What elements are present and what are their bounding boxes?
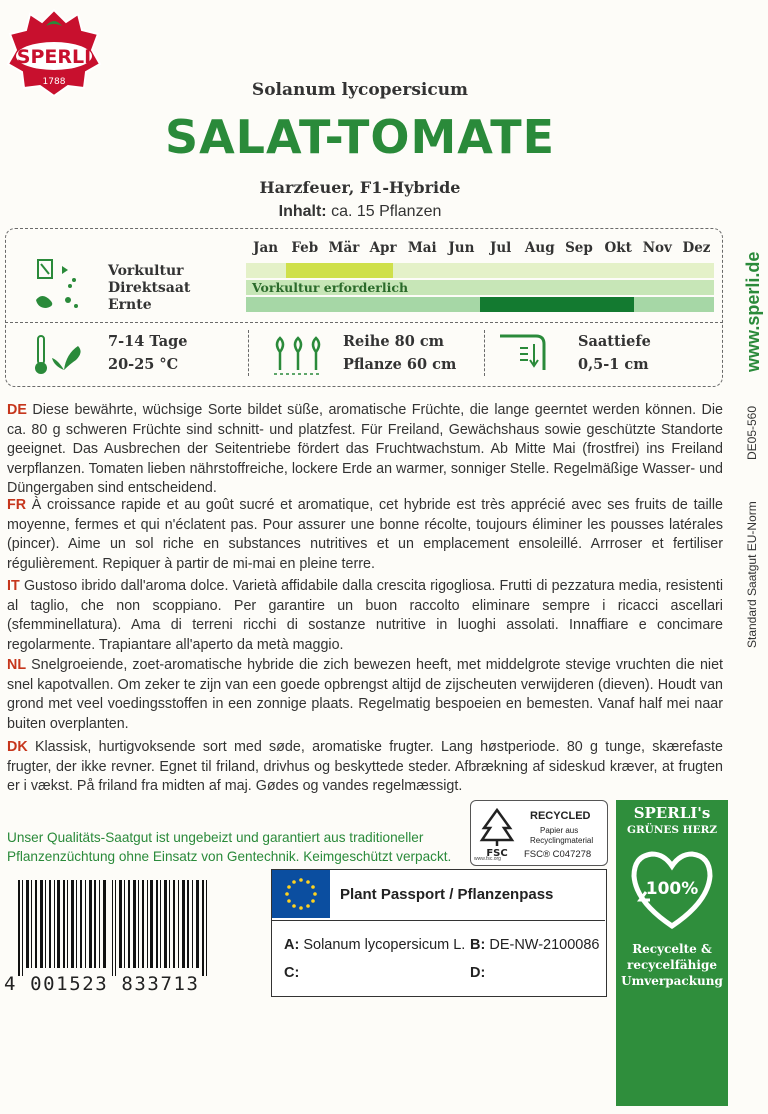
passport-b (470, 937, 600, 953)
month-label: Jan (253, 240, 279, 256)
month-label: Mai (407, 240, 437, 256)
divider (248, 330, 249, 376)
eu-flag-icon (272, 870, 330, 918)
germination-temp: 20-25 °C (108, 356, 179, 373)
lang-code: IT (7, 578, 20, 594)
contents-label: Inhalt: (278, 203, 327, 220)
recycled-line1: Papier aus (540, 826, 579, 835)
plant-spacing: Pflanze 60 cm (343, 356, 457, 373)
month-label: Feb (291, 240, 319, 256)
product-title: SALAT-TOMATE (164, 110, 556, 164)
passport-a-value: Solanum lycopersicum L. (303, 937, 466, 953)
depth-icon (496, 330, 556, 376)
month-label: Nov (642, 240, 672, 256)
row-label-vorkultur: Vorkultur (108, 263, 184, 279)
description-dk (7, 738, 723, 797)
divider (5, 322, 723, 323)
description-text: Diese bewährte, wüchsige Sorte bildet süße, aromatische Früchte, die lange geerntet werden können. Die ca. 80 g schweren Früchte sind schnitt- und platzfest. Für Freiland, Gewächshaus sowie geschützte Standorte geeignet. Das Ausbrechen der Seitentriebe fördert das Fruchtwachstum. Ab Mitte Mai (frostfrei) ins Freiland verpflanzen. Tomaten lieben nährstoffreiche, lockere Erde an warmer, sonniger Stelle. Regelmäßige Wasser- und Düngergaben sind entscheidend. (7, 402, 723, 497)
latin-name: Solanum lycopersicum (251, 80, 469, 100)
passport-b-label: B: (470, 937, 486, 953)
fsc-license: FSC® C047278 (524, 849, 592, 860)
description-text: Klassisk, hurtigvoksende sort med søde, aromatiske frugter. Lang høstperiode. 80 g tunge, skærefaste frugter, der ikke revner. Egnet til friland, drivhus og beskyttede steder. Afbrækning af sideskud kræver, at frugten er i vækst. På friland fra midten af maj. Gødes og vandes regelmæssigt. (7, 739, 723, 795)
svg-text:1788: 1788 (42, 77, 66, 87)
month-label: Sep (565, 240, 593, 256)
recycled-heading: RECYCLED (530, 810, 591, 822)
month-label: Dez (682, 240, 711, 256)
passport-b-value: DE-NW-2100086 (489, 937, 600, 953)
lang-code: FR (7, 497, 27, 513)
month-label: Okt (604, 240, 632, 256)
month-label: Jul (489, 240, 512, 256)
green-panel-title: SPERLI's (633, 804, 711, 822)
quality-statement: Unser Qualitäts-Saatgut ist ungebeizt und garantiert aus traditioneller Pflanzenzüchtung ohne Einsatz von Gentechnik. Keimgeschützt verpackt. (7, 830, 452, 864)
description-it (7, 577, 723, 655)
barcode (4, 880, 230, 980)
passport-title: Plant Passport / Pflanzenpass (340, 886, 554, 903)
green-panel-line3: Umverpackung (621, 974, 723, 988)
ernte-period (480, 297, 634, 312)
lang-code: NL (7, 657, 27, 673)
green-panel-line1: Recycelte & (632, 942, 712, 956)
passport-d-label: D: (470, 965, 486, 981)
description-text: À croissance rapide et au goût sucré et aromatique, cet hybride est très apprécié avec ses fruits de taille moyenne, fermes et qui n'éclatent pas. Pour assurer une bonne récolte, toujours éliminer les pousses latérales (pincer). Aime un sol riche en substances nutritives et un emplacement ensoleillé. Arrroser et fertiliser régulièrement. Repiquer à partir de mi-mai en pleine terre. (7, 497, 723, 572)
side-code: DE05-560 (745, 405, 759, 460)
passport-a-label: A: (284, 937, 300, 953)
month-label: Mär (328, 240, 360, 256)
barcode-digits: 4 001523 833713 (4, 973, 200, 995)
divider (484, 330, 485, 376)
contents (0, 203, 720, 221)
month-header (246, 240, 716, 256)
description-de (7, 401, 723, 499)
passport-c-label: C: (284, 965, 300, 981)
vorkultur-period (286, 263, 393, 278)
spacing-icon (270, 330, 326, 376)
svg-text:100%: 100% (645, 879, 699, 899)
row-label-direktsaat: Direktsaat (108, 280, 191, 296)
contents-value: ca. 15 Pflanzen (331, 203, 442, 220)
fsc-tree-icon (476, 806, 518, 858)
month-label: Jun (448, 240, 475, 256)
side-url: www.sperli.de (743, 251, 763, 372)
divider (272, 920, 605, 921)
description-text: Gustoso ibrido dall'aroma dolce. Varietà affidabile dalla crescita rigogliosa. Frutti di pezzatura media, resistenti al taglio, che non scoppiano. Per garantire un buon raccolto eliminare sempre i ricacci ascellari (sfemminellatura). Ama di terreni ricchi di sostanze nutritive in luoghi assolati. Innaffiare e concimare regolarmente. Trapiantare all'aperto da metà maggio. (7, 578, 723, 653)
recycled-line2: Recyclingmaterial (530, 836, 594, 845)
germination-icon (30, 330, 90, 378)
depth-value: 0,5-1 cm (578, 356, 649, 373)
description-text: Snelgroeiende, zoet-aromatische hybride die zich bewezen heeft, met middelgrote stevige vruchten die niet snel kapotvallen. Om zeker te zijn van een goede opbrengst altijd de zijscheuten verwijderen (dieven). Houdt van grond met veel voedingsstoffen in een zonnige plaats. Regelmatig bespoeien en bemesten. Vanaf half mei naar buiten overplanten. (7, 657, 723, 732)
description-fr (7, 496, 723, 574)
lang-code: DK (7, 739, 28, 755)
lang-code: DE (7, 402, 27, 418)
description-nl (7, 656, 723, 734)
vorkultur-note: Vorkultur erforderlich (252, 280, 409, 295)
variety: Harzfeuer, F1-Hybride (259, 178, 461, 197)
svg-text:FSC: FSC (486, 848, 508, 858)
month-label: Aug (524, 240, 555, 256)
passport-a (284, 937, 465, 953)
green-panel-line2: recycelfähige (627, 958, 717, 972)
svg-text:SPERLI: SPERLI (16, 46, 92, 68)
side-norm: Standard Saatgut EU-Norm (745, 501, 759, 648)
fsc-url: www.fsc.org (474, 856, 501, 862)
depth-label: Saattiefe (578, 333, 651, 350)
germination-time: 7-14 Tage (108, 333, 188, 350)
month-label: Apr (369, 240, 397, 256)
row-spacing: Reihe 80 cm (343, 333, 444, 350)
seed-packet-icon (32, 256, 88, 316)
heart-recycle-icon (626, 842, 718, 934)
green-panel-subtitle: GRÜNES HERZ (626, 824, 717, 836)
row-label-ernte: Ernte (108, 297, 152, 313)
